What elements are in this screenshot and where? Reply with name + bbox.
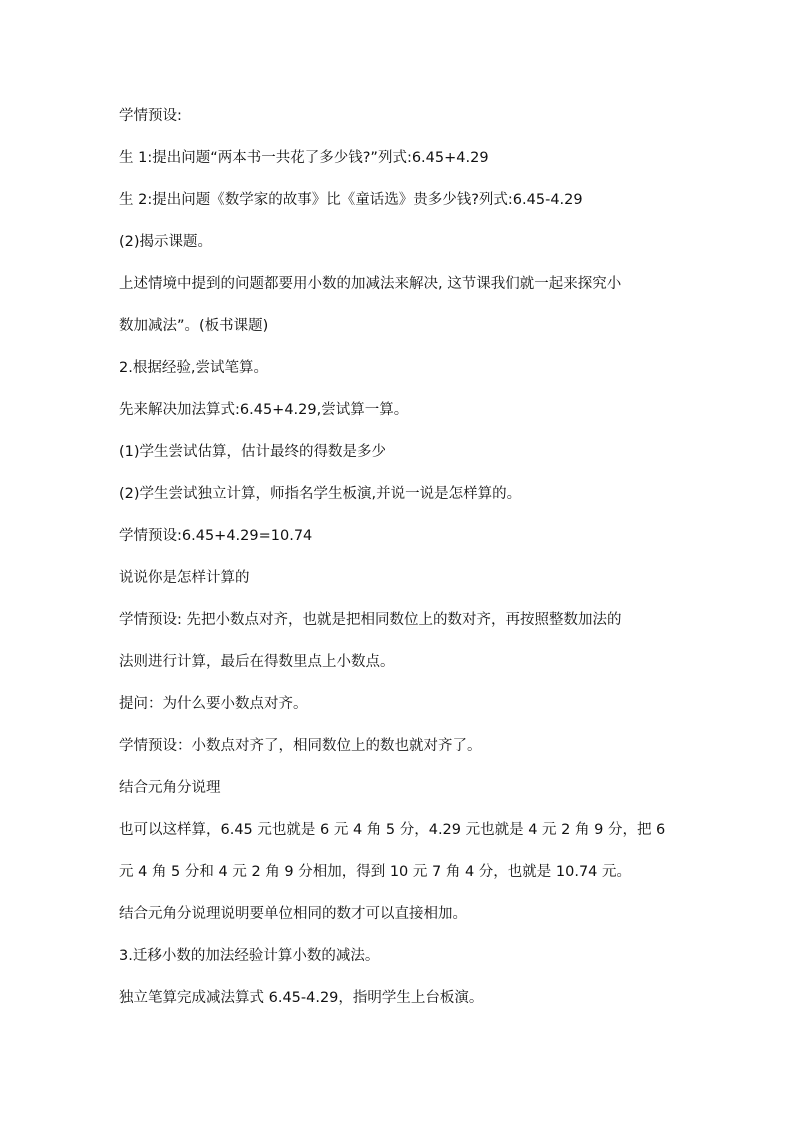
text-line: 学情预设: — [119, 108, 182, 124]
text-line: 法则进行计算，最后在得数里点上小数点。 — [119, 654, 395, 670]
text-line: 3.迁移小数的加法经验计算小数的减法。 — [119, 948, 380, 964]
text-line: 元 4 角 5 分和 4 元 2 角 9 分相加，得到 10 元 7 角 4 分，也就是 10.74 元。 — [119, 864, 632, 880]
text-line: 2.根据经验,尝试笔算。 — [119, 360, 268, 376]
text-line: 也可以这样算，6.45 元也就是 6 元 4 角 5 分，4.29 元也就是 4 元 2 角 9 分，把 6 — [119, 822, 666, 838]
text-line: 说说你是怎样计算的 — [119, 570, 250, 586]
text-line: (2)学生尝试独立计算，师指名学生板演,并说一说是怎样算的。 — [119, 486, 522, 502]
text-line: 生 1:提出问题“两本书一共花了多少钱?”列式:6.45+4.29 — [119, 150, 489, 166]
text-line: 数加减法”。(板书课题) — [119, 318, 269, 334]
text-line: 提问：为什么要小数点对齐。 — [119, 696, 308, 712]
text-line: 生 2:提出问题《数学家的故事》比《童话选》贵多少钱?列式:6.45-4.29 — [119, 192, 583, 208]
text-line: 学情预设: 先把小数点对齐，也就是把相同数位上的数对齐，再按照整数加法的 — [119, 612, 622, 628]
text-line: 独立笔算完成减法算式 6.45-4.29，指明学生上台板演。 — [119, 990, 484, 1006]
text-line: (1)学生尝试估算，估计最终的得数是多少 — [119, 444, 387, 460]
text-line: 上述情境中提到的问题都要用小数的加减法来解决, 这节课我们就一起来探究小 — [119, 276, 622, 292]
text-line: 结合元角分说理 — [119, 780, 221, 796]
text-line: 结合元角分说理说明要单位相同的数才可以直接相加。 — [119, 906, 467, 922]
text-line: 学情预设:6.45+4.29=10.74 — [119, 528, 313, 544]
text-line: (2)揭示课题。 — [119, 234, 213, 250]
text-line: 学情预设：小数点对齐了，相同数位上的数也就对齐了。 — [119, 738, 482, 754]
text-line: 先来解决加法算式:6.45+4.29,尝试算一算。 — [119, 402, 409, 418]
